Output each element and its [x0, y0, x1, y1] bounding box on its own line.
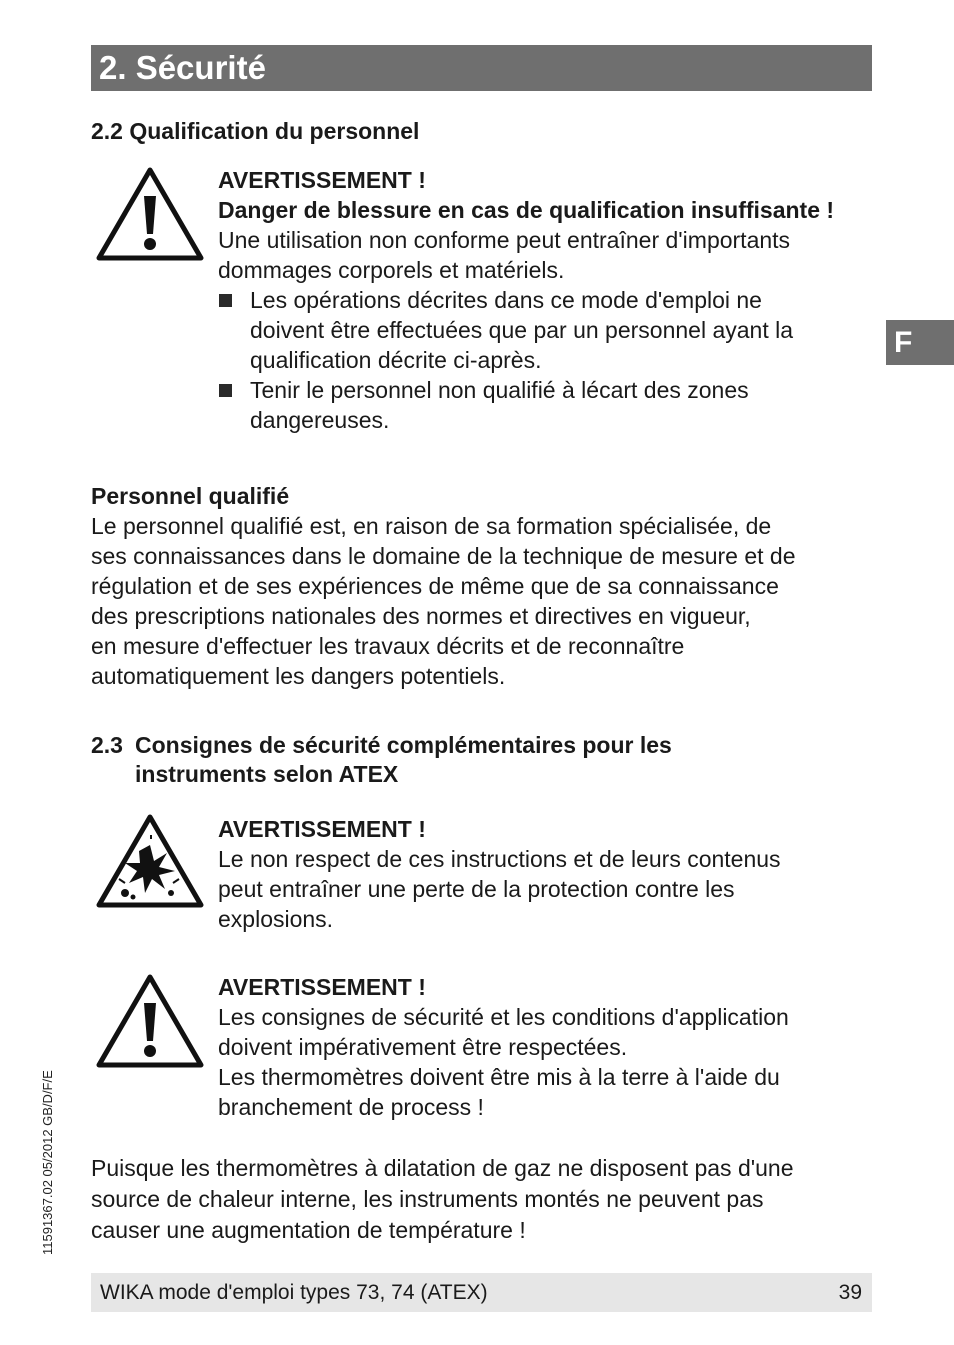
warning-bullet-list [218, 285, 873, 435]
heading-line: Consignes de sécurité complémentaires pour les [135, 732, 672, 758]
qualified-personnel [91, 481, 876, 691]
paragraph-line: Le personnel qualifié est, en raison de sa formation spécialisée, de [91, 513, 772, 539]
bullet-line: Les opérations décrites dans ce mode d'emploi ne [250, 287, 762, 313]
warning-title: AVERTISSEMENT ! [218, 816, 426, 842]
bullet-line: Tenir le personnel non qualifié à lécart des zones [250, 377, 749, 403]
warning-title: AVERTISSEMENT ! [218, 167, 426, 193]
document-code: 11591367.02 05/2012 GB/D/F/E [40, 1070, 55, 1255]
warning-text-line: dommages corporels et matériels. [218, 257, 565, 283]
paragraph-line: Puisque les thermomètres à dilatation de gaz ne disposent pas d'une [91, 1155, 794, 1181]
bullet-line: qualification décrite ci-après. [250, 347, 542, 373]
warning-text-line: Les consignes de sécurité et les conditions d'application [218, 1004, 789, 1030]
warning-text-line: Les thermomètres doivent être mis à la terre à l'aide du [218, 1064, 780, 1090]
warning-text-line: doivent impérativement être respectées. [218, 1034, 628, 1060]
heading-number: 2.3 [91, 732, 123, 758]
heading-2-3 [91, 731, 672, 789]
paragraph-line: source de chaleur interne, les instruments montés ne peuvent pas [91, 1186, 764, 1212]
list-item [218, 375, 873, 435]
language-tab [886, 320, 954, 365]
heading-line: instruments selon ATEX [135, 761, 399, 787]
square-bullet-icon [219, 294, 232, 307]
warning-text-line: branchement de process ! [218, 1094, 484, 1120]
warning-text-line: peut entraîner une perte de la protection contre les [218, 876, 735, 902]
bullet-line: dangereuses. [250, 407, 390, 433]
warning-explosion [218, 814, 873, 934]
explosion-warning-icon [95, 813, 205, 909]
paragraph-line: en mesure d'effectuer les travaux décrits et de reconnaître [91, 633, 685, 659]
warning-title: AVERTISSEMENT ! [218, 974, 426, 1000]
warning-triangle-icon [95, 973, 205, 1069]
paragraph-line: régulation et de ses expériences de même que de sa connaissance [91, 573, 779, 599]
warning-subtitle: Danger de blessure en cas de qualification insuffisante ! [218, 197, 835, 223]
bullet-line: doivent être effectuées que par un personnel ayant la [250, 317, 794, 343]
page-title: 2. Sécurité [99, 49, 266, 86]
warning-general [218, 972, 873, 1122]
paragraph-line: des prescriptions nationales des normes et directives en vigueur, [91, 603, 751, 629]
closing-paragraph [91, 1153, 876, 1246]
warning-qualification [218, 165, 873, 435]
paragraph-line: ses connaissances dans le domaine de la technique de mesure et de [91, 543, 796, 569]
warning-text-line: Le non respect de ces instructions et de leurs contenus [218, 846, 781, 872]
page-number: 39 [838, 1281, 862, 1304]
heading-2-2: 2.2 Qualification du personnel [91, 118, 420, 144]
qualified-heading: Personnel qualifié [91, 483, 290, 509]
footer-text: WIKA mode d'emploi types 73, 74 (ATEX) [100, 1281, 488, 1304]
warning-text-line: Une utilisation non conforme peut entraîner d'importants [218, 227, 791, 253]
language-tab-label: F [894, 326, 913, 359]
square-bullet-icon [219, 384, 232, 397]
warning-triangle-icon [95, 166, 205, 262]
warning-text-line: explosions. [218, 906, 334, 932]
paragraph-line: automatiquement les dangers potentiels. [91, 663, 506, 689]
footer-bar [91, 1273, 872, 1312]
list-item [218, 285, 873, 375]
paragraph-line: causer une augmentation de température ! [91, 1217, 526, 1243]
section-title-bar [91, 45, 872, 91]
